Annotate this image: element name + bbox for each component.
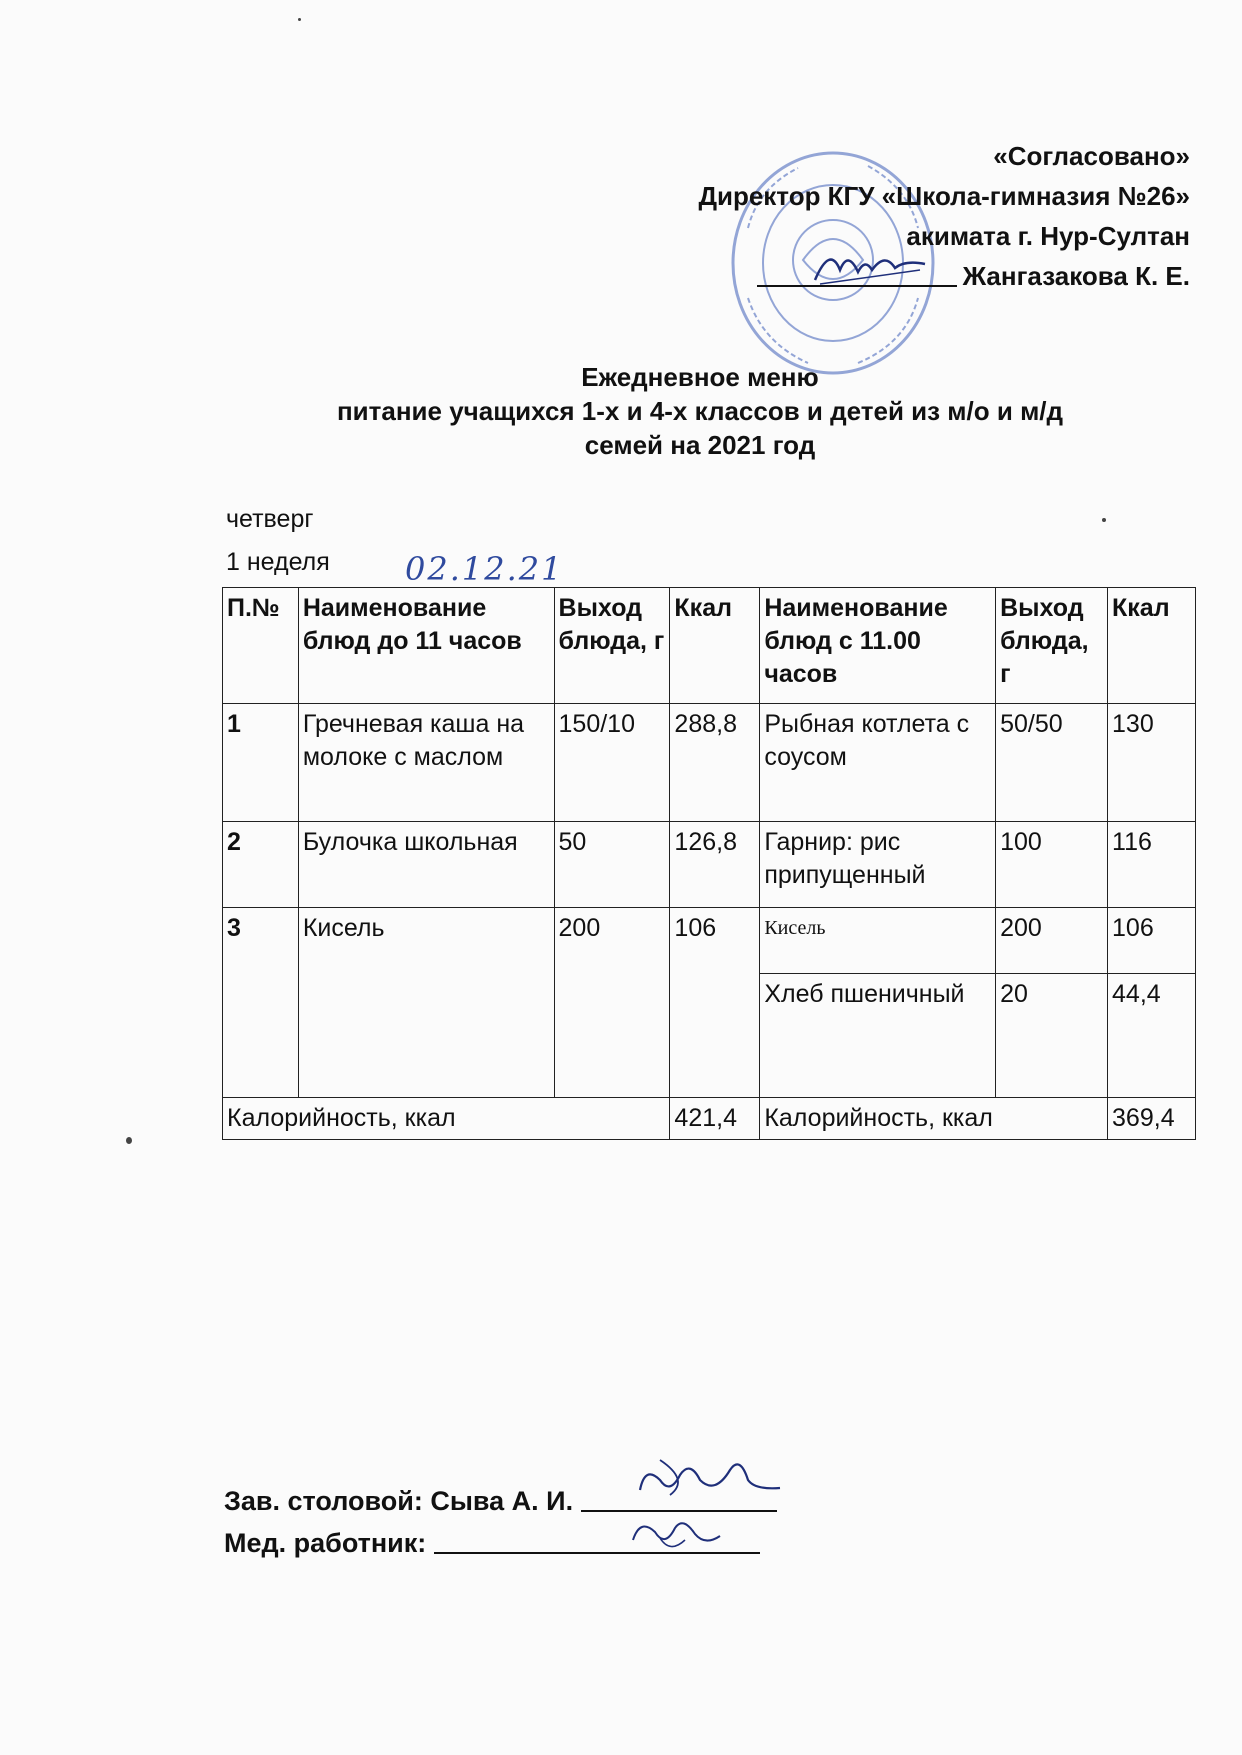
header-name-before: Наименование блюд до 11 часов: [298, 588, 554, 704]
kcal-after: 106: [1108, 908, 1196, 974]
yield-before: 150/10: [554, 704, 670, 822]
kcal-before: 106: [670, 908, 760, 1098]
director-line: Директор КГУ «Школа-гимназия №26»: [698, 181, 1190, 211]
medic-signature: [625, 1510, 725, 1556]
table-total-row: [223, 1098, 1196, 1140]
dish-after: Кисель: [760, 908, 996, 974]
approved-label: «Согласовано»: [993, 141, 1190, 171]
dish-before: Гречневая каша на молоке с маслом: [298, 704, 554, 822]
header-yield-before: Выход блюда, г: [554, 588, 670, 704]
handwritten-date: 02.12.21: [405, 550, 564, 588]
yield-after: 200: [996, 908, 1108, 974]
yield-after: 20: [996, 974, 1108, 1098]
scan-speck: [126, 1137, 132, 1144]
table-row: [223, 822, 1196, 908]
header-yield-after: Выход блюда, г: [996, 588, 1108, 704]
approval-block: [698, 136, 1190, 296]
akimat-line: акимата г. Нур-Султан: [906, 221, 1190, 251]
kcal-after: 44,4: [1108, 974, 1196, 1098]
canteen-head-signature: [630, 1450, 790, 1510]
total-after-value: 369,4: [1108, 1098, 1196, 1140]
dish-after: Гарнир: рис припущенный: [760, 822, 996, 908]
yield-after: 50/50: [996, 704, 1108, 822]
scan-speck: [298, 18, 301, 21]
title-line-1: Ежедневное меню: [581, 362, 819, 392]
header-num: П.№: [223, 588, 299, 704]
yield-before: 200: [554, 908, 670, 1098]
kcal-before: 288,8: [670, 704, 760, 822]
scan-speck: [1102, 518, 1106, 522]
header-name-after: Наименование блюд с 11.00 часов: [760, 588, 996, 704]
header-kcal-after: Ккал: [1108, 588, 1196, 704]
dish-after: Хлеб пшеничный: [760, 974, 996, 1098]
row-num: 3: [223, 908, 299, 1098]
director-name: Жангазакова К. Е.: [962, 261, 1190, 291]
total-after-label: Калорийность, ккал: [760, 1098, 1108, 1140]
week-number: 1 неделя: [226, 548, 330, 576]
dish-before: Кисель: [298, 908, 554, 1098]
yield-after: 100: [996, 822, 1108, 908]
kcal-before: 126,8: [670, 822, 760, 908]
director-signature-line: [698, 256, 1190, 296]
header-kcal-before: Ккал: [670, 588, 760, 704]
canteen-head-label: Зав. столовой: Сыва А. И.: [224, 1486, 574, 1516]
kcal-after: 130: [1108, 704, 1196, 822]
weekday: четверг: [226, 505, 314, 533]
yield-before: 50: [554, 822, 670, 908]
kcal-after: 116: [1108, 822, 1196, 908]
director-signature: [810, 240, 930, 290]
table-row: [223, 908, 1196, 974]
document-title: [220, 360, 1180, 462]
menu-table: [222, 587, 1196, 1140]
title-line-3: семей на 2021 год: [584, 430, 816, 460]
table-row: [223, 704, 1196, 822]
row-num: 2: [223, 822, 299, 908]
dish-after: Рыбная котлета с соусом: [760, 704, 996, 822]
total-before-label: Калорийность, ккал: [223, 1098, 670, 1140]
table-header-row: [223, 588, 1196, 704]
row-num: 1: [223, 704, 299, 822]
title-line-2: питание учащихся 1-х и 4-х классов и детей из м/о и м/д: [336, 396, 1064, 426]
dish-before: Булочка школьная: [298, 822, 554, 908]
total-before-value: 421,4: [670, 1098, 760, 1140]
medic-label: Мед. работник:: [224, 1528, 427, 1558]
